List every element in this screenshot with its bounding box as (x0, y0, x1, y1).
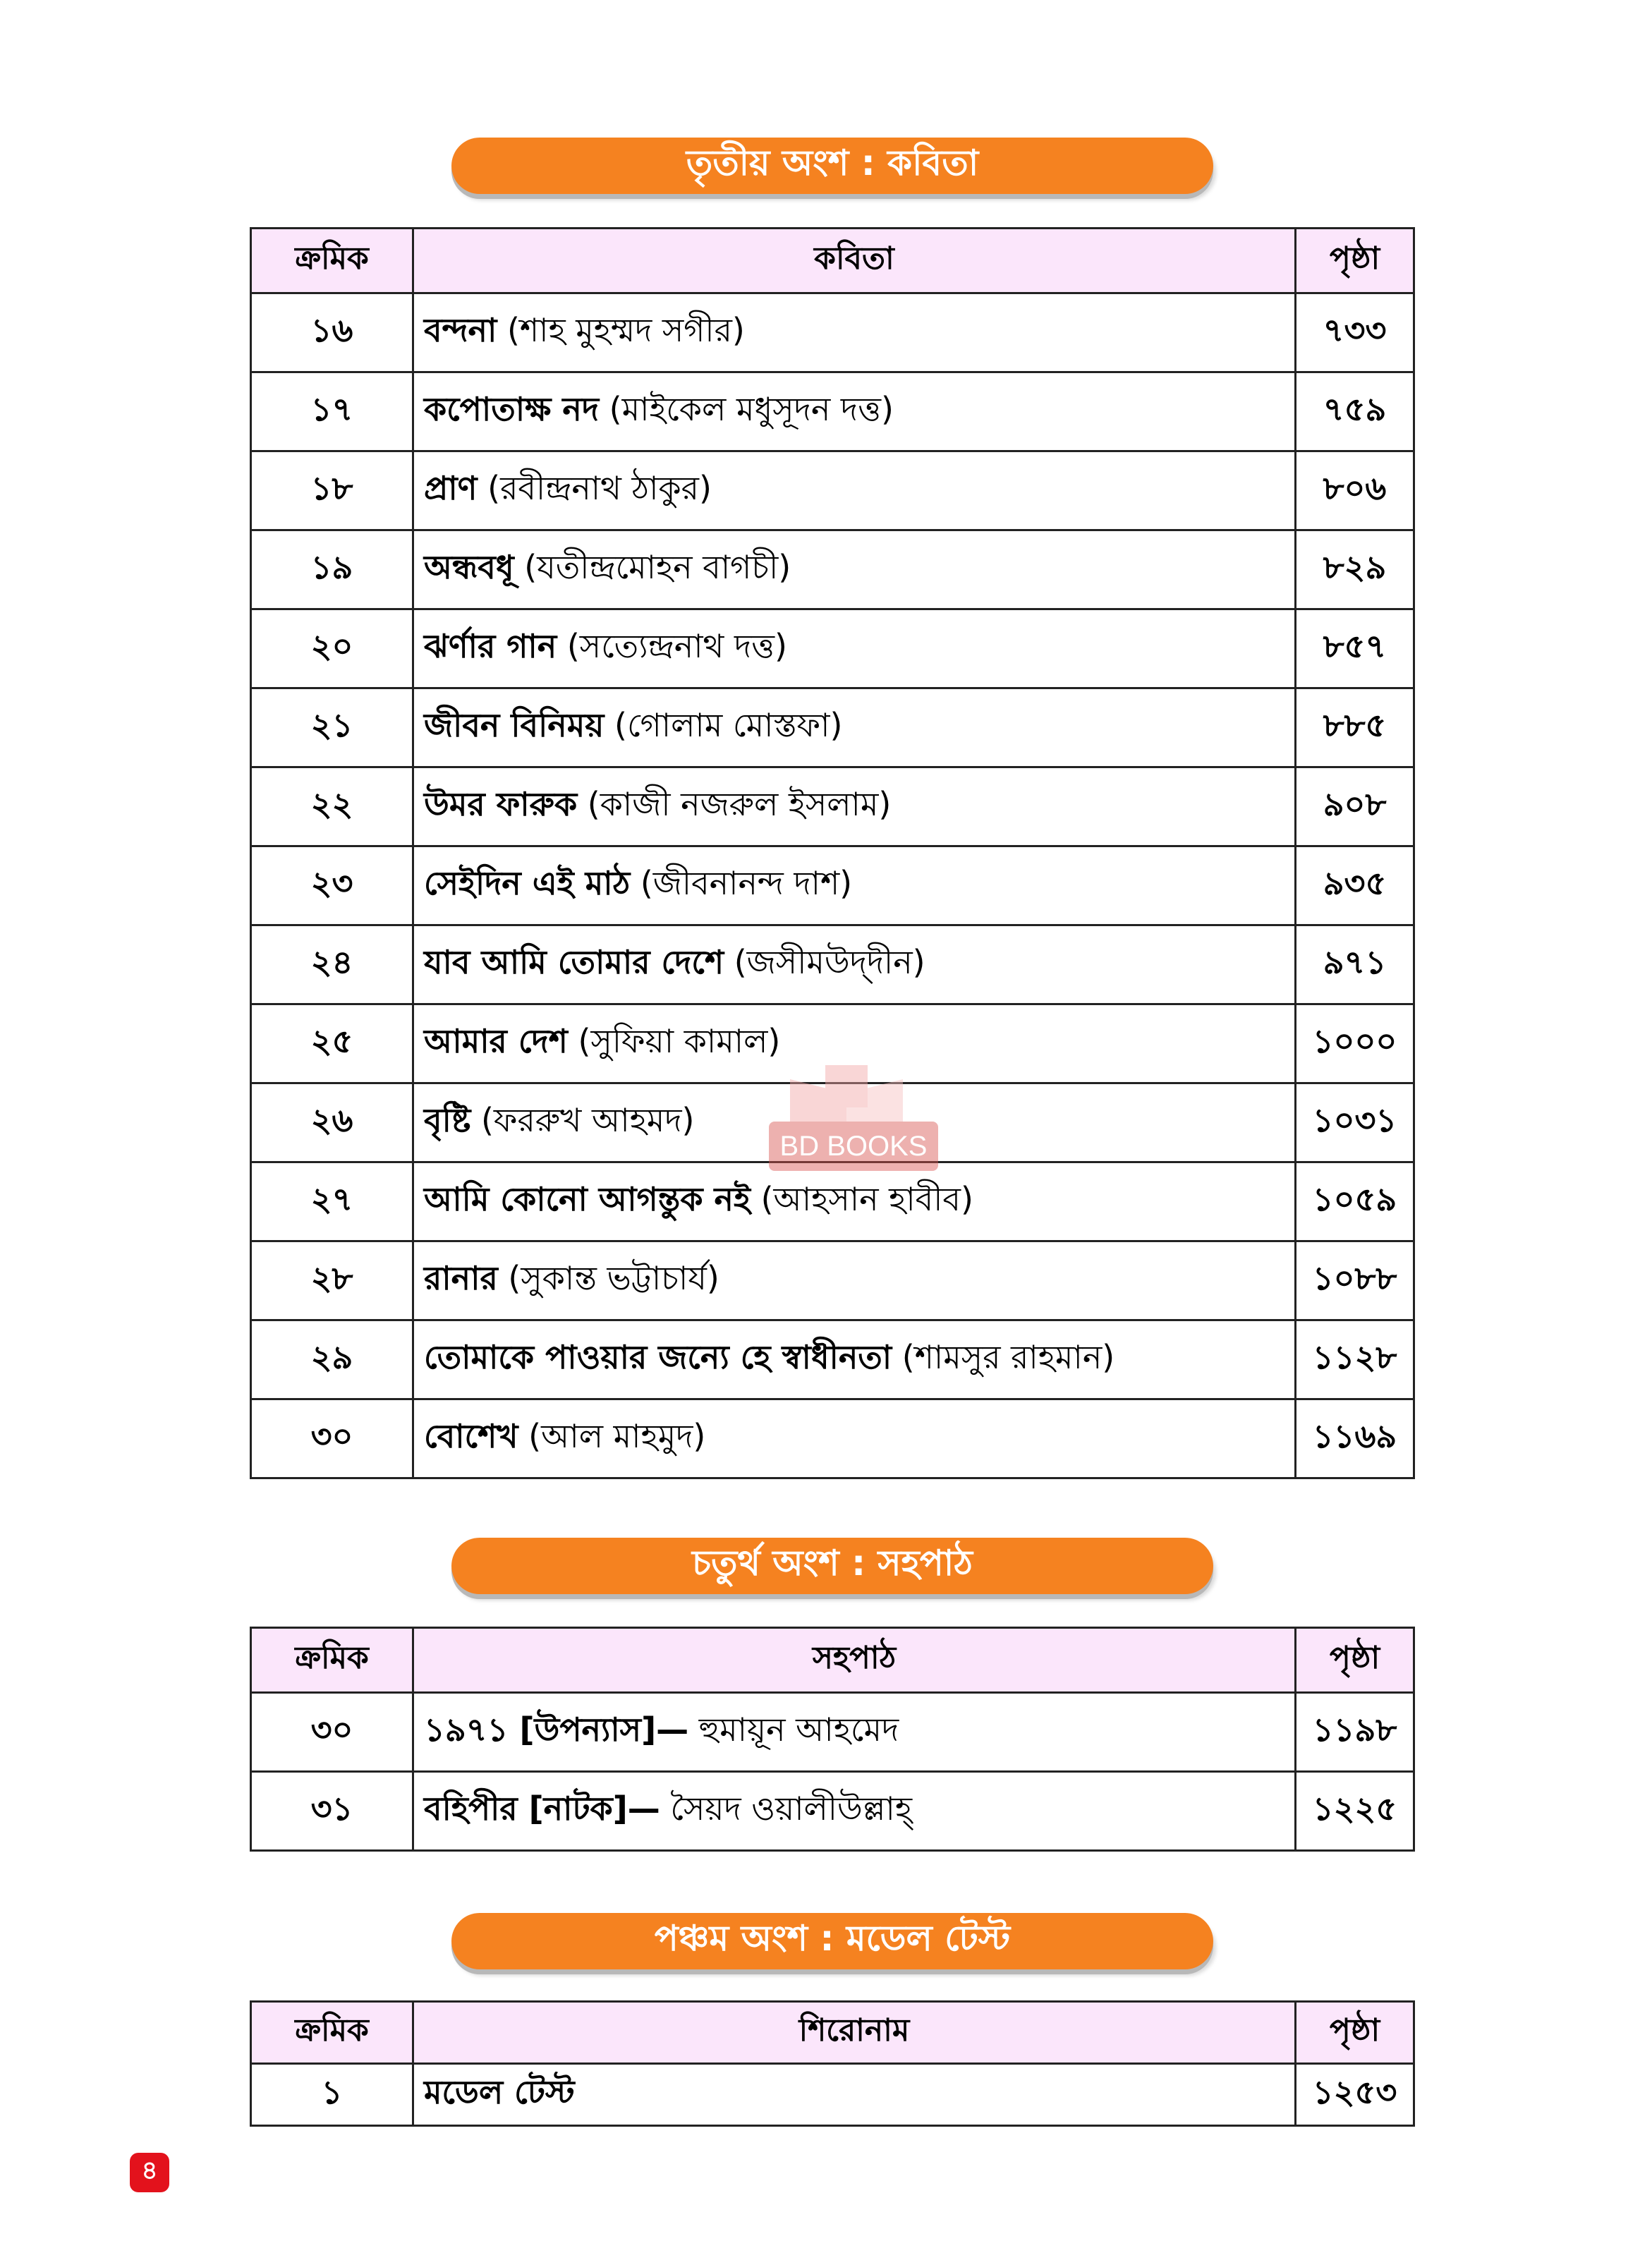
row-serial: ২৭ (251, 1162, 413, 1241)
row-title (413, 688, 1296, 767)
row-serial: ১৯ (251, 530, 413, 609)
row-serial: ২৮ (251, 1241, 413, 1320)
row-page: ১১৯৮ (1296, 1693, 1414, 1772)
poem-author: (সুফিয়া কামাল) (578, 1021, 781, 1060)
row-page: ৮৫৭ (1296, 609, 1414, 688)
row-page: ৮২৯ (1296, 530, 1414, 609)
table-row[interactable] (251, 1772, 1414, 1851)
poem-author: (আহসান হাবীব) (760, 1179, 973, 1218)
row-title (413, 609, 1296, 688)
poem-title: প্রাণ (424, 468, 478, 507)
row-serial: ১৮ (251, 451, 413, 530)
row-page: ১২৫৩ (1296, 2064, 1414, 2126)
row-page: ৯৭১ (1296, 925, 1414, 1004)
row-page: ৮৮৫ (1296, 688, 1414, 767)
row-title (413, 293, 1296, 372)
row-page: ১০৩১ (1296, 1083, 1414, 1162)
page-number: ৪ (130, 2153, 169, 2192)
companion-reading-table (250, 1627, 1415, 1852)
table-header-row (251, 229, 1414, 293)
table-row[interactable] (251, 846, 1414, 925)
poem-title: আমি কোনো আগন্তুক নই (424, 1179, 751, 1218)
poem-author: (গোলাম মোস্তফা) (614, 705, 843, 744)
model-test-table (250, 2000, 1415, 2127)
row-serial: ৩০ (251, 1399, 413, 1478)
row-serial: ২০ (251, 609, 413, 688)
row-title (413, 1399, 1296, 1478)
poem-author: (সত্যেন্দ্রনাথ দত্ত) (566, 626, 787, 665)
poem-title: কপোতাক্ষ নদ (424, 389, 599, 428)
test-title: মডেল টেস্ট (424, 2072, 575, 2111)
row-serial: ৩০ (251, 1693, 413, 1772)
section-banner-companion-reading: চতুর্থ অংশ : সহপাঠ (451, 1538, 1213, 1594)
poem-author: (ফররুখ আহমদ) (480, 1100, 695, 1139)
header-page: পৃষ্ঠা (1296, 229, 1414, 293)
row-page: ১০০০ (1296, 1004, 1414, 1083)
poem-title: উমর ফারুক (424, 784, 578, 823)
row-serial: ১৬ (251, 293, 413, 372)
work-title: বহিপীর [নাটক]— (424, 1789, 660, 1828)
row-page: ৭৩৩ (1296, 293, 1414, 372)
row-serial: ১৭ (251, 372, 413, 451)
table-row[interactable] (251, 688, 1414, 767)
row-page: ১০৮৮ (1296, 1241, 1414, 1320)
table-row[interactable] (251, 1320, 1414, 1399)
poem-author: (আল মাহমুদ) (528, 1416, 706, 1455)
row-title (413, 372, 1296, 451)
table-row[interactable] (251, 1693, 1414, 1772)
row-page: ১১২৮ (1296, 1320, 1414, 1399)
header-serial: ক্রমিক (251, 2002, 413, 2064)
table-row[interactable] (251, 1399, 1414, 1478)
table-row[interactable] (251, 609, 1414, 688)
table-row[interactable] (251, 1241, 1414, 1320)
poem-author: (শামসুর রাহমান) (901, 1337, 1115, 1376)
row-serial: ২৫ (251, 1004, 413, 1083)
header-serial: ক্রমিক (251, 1628, 413, 1693)
poem-author: (শাহ মুহম্মদ সগীর) (506, 310, 745, 349)
table-header-row (251, 2002, 1414, 2064)
watermark-text: BD BOOKS (769, 1122, 938, 1171)
table-row[interactable] (251, 293, 1414, 372)
work-author: সৈয়দ ওয়ালীউল্লাহ্ (670, 1789, 913, 1828)
section-banner-model-test: পঞ্চম অংশ : মডেল টেস্ট (451, 1913, 1213, 1969)
poem-title: যাব আমি তোমার দেশে (424, 942, 724, 981)
poem-title: বৃষ্টি (424, 1100, 471, 1139)
poem-title: রানার (424, 1258, 498, 1297)
poem-author: (জীবনানন্দ দাশ) (640, 863, 853, 902)
work-author: হুমায়ূন আহমেদ (698, 1710, 899, 1749)
poem-title: জীবন বিনিময় (424, 705, 605, 744)
poem-title: তোমাকে পাওয়ার জন্যে হে স্বাধীনতা (424, 1337, 892, 1376)
row-serial: ৩১ (251, 1772, 413, 1851)
row-serial: ১ (251, 2064, 413, 2126)
row-title (413, 767, 1296, 846)
watermark-logo (748, 1065, 945, 1206)
table-row[interactable] (251, 372, 1414, 451)
row-title (413, 925, 1296, 1004)
row-page: ১২২৫ (1296, 1772, 1414, 1851)
table-header-row (251, 1628, 1414, 1693)
row-page: ৯০৮ (1296, 767, 1414, 846)
table-row[interactable] (251, 925, 1414, 1004)
header-title: কবিতা (413, 229, 1296, 293)
header-title: শিরোনাম (413, 2002, 1296, 2064)
row-serial: ২৯ (251, 1320, 413, 1399)
poem-author: (জসীমউদ্‌দীন) (734, 942, 925, 981)
poems-table (250, 227, 1415, 1479)
row-title (413, 1320, 1296, 1399)
row-title (413, 1693, 1296, 1772)
work-title: ১৯৭১ [উপন্যাস]— (424, 1710, 689, 1749)
row-title (413, 846, 1296, 925)
table-row[interactable] (251, 767, 1414, 846)
poem-title: ঝর্ণার গান (424, 626, 557, 665)
row-serial: ২৩ (251, 846, 413, 925)
row-title (413, 1772, 1296, 1851)
row-title (413, 2064, 1296, 2126)
table-row[interactable] (251, 530, 1414, 609)
poem-author: (রবীন্দ্রনাথ ঠাকুর) (487, 468, 712, 507)
header-page: পৃষ্ঠা (1296, 1628, 1414, 1693)
poem-title: আমার দেশ (424, 1021, 568, 1060)
row-serial: ২৪ (251, 925, 413, 1004)
table-row[interactable] (251, 451, 1414, 530)
poem-title: সেইদিন এই মাঠ (424, 863, 631, 902)
row-page: ৯৩৫ (1296, 846, 1414, 925)
poem-author: (মাইকেল মধুসূদন দত্ত) (609, 389, 894, 428)
row-page: ৭৫৯ (1296, 372, 1414, 451)
poem-title: বন্দনা (424, 310, 497, 349)
row-title (413, 1241, 1296, 1320)
poem-author: (সুকান্ত ভট্টাচার্য) (508, 1258, 719, 1297)
poem-title: অন্ধবধূ (424, 547, 514, 586)
row-title (413, 451, 1296, 530)
row-serial: ২২ (251, 767, 413, 846)
row-page: ৮০৬ (1296, 451, 1414, 530)
poem-title: বোশেখ (424, 1416, 518, 1455)
table-row[interactable] (251, 2064, 1414, 2126)
section-banner-poems: তৃতীয় অংশ : কবিতা (451, 138, 1213, 194)
poem-author: (যতীন্দ্রমোহন বাগচী) (524, 547, 791, 586)
header-title: সহপাঠ (413, 1628, 1296, 1693)
row-page: ১০৫৯ (1296, 1162, 1414, 1241)
row-title (413, 530, 1296, 609)
row-page: ১১৬৯ (1296, 1399, 1414, 1478)
header-serial: ক্রমিক (251, 229, 413, 293)
row-serial: ২৬ (251, 1083, 413, 1162)
row-serial: ২১ (251, 688, 413, 767)
poem-author: (কাজী নজরুল ইসলাম) (587, 784, 892, 823)
header-page: পৃষ্ঠা (1296, 2002, 1414, 2064)
